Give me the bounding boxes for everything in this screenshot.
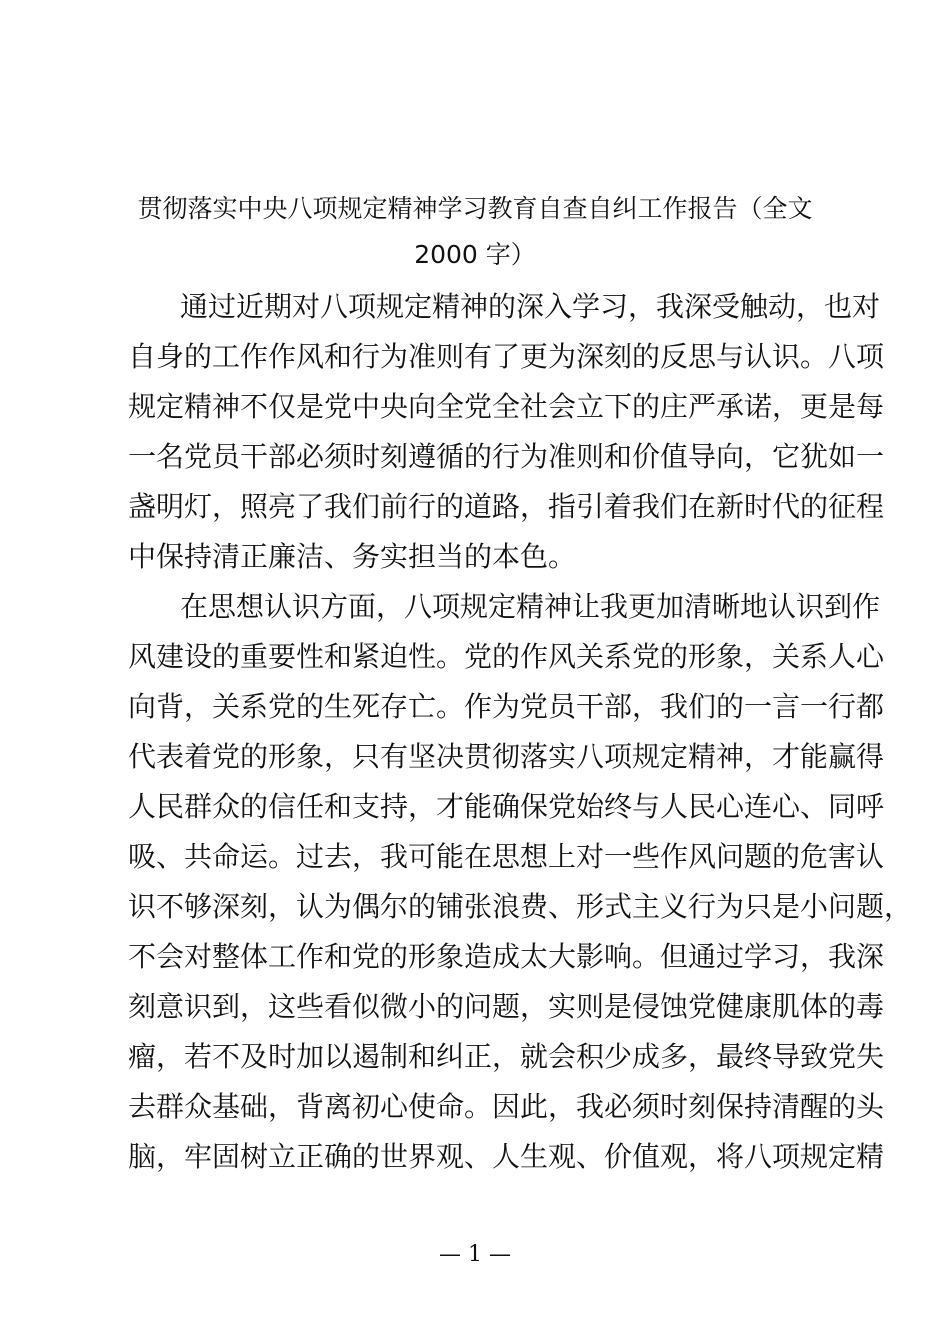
paragraph-line: 人民群众的信任和支持，才能确保党始终与人民心连心、同呼 bbox=[128, 790, 885, 823]
paragraph-1 bbox=[128, 282, 885, 582]
paragraph-line: 规定精神不仅是党中央向全党全社会立下的庄严承诺，更是每 bbox=[128, 390, 885, 423]
document-body bbox=[128, 282, 913, 1182]
paragraph-line: 刻意识到，这些看似微小的问题，实则是侵蚀党健康肌体的毒 bbox=[128, 990, 885, 1023]
paragraph-line: 向背，关系党的生死存亡。作为党员干部，我们的一言一行都 bbox=[128, 690, 885, 723]
page-number: — 1 — bbox=[439, 1242, 511, 1267]
paragraph-line: 在思想认识方面，八项规定精神让我更加清晰地认识到作 bbox=[180, 590, 881, 623]
paragraph-line: 中保持清正廉洁、务实担当的本色。 bbox=[128, 540, 577, 573]
paragraph-line: 吸、共命运。过去，我可能在思想上对一些作风问题的危害认 bbox=[128, 840, 885, 873]
paragraph-line: 瘤，若不及时加以遏制和纠正，就会积少成多，最终导致党失 bbox=[128, 1040, 885, 1073]
paragraph-line: 盏明灯，照亮了我们前行的道路，指引着我们在新时代的征程 bbox=[128, 490, 885, 523]
paragraph-line: 自身的工作作风和行为准则有了更为深刻的反思与认识。八项 bbox=[128, 340, 885, 373]
paragraph-line: 代表着党的形象，只有坚决贯彻落实八项规定精神，才能赢得 bbox=[128, 740, 885, 773]
paragraph-line: 识不够深刻，认为偶尔的铺张浪费、形式主义行为只是小问题， bbox=[128, 890, 913, 923]
paragraph-line: 脑，牢固树立正确的世界观、人生观、价值观，将八项规定精 bbox=[128, 1140, 885, 1173]
paragraph-line: 一名党员干部必须时刻遵循的行为准则和价值导向，它犹如一 bbox=[128, 440, 885, 473]
paragraph-line: 风建设的重要性和紧迫性。党的作风关系党的形象，关系人心 bbox=[128, 640, 885, 673]
title-line-1: 贯彻落实中央八项规定精神学习教育自查自纠工作报告（全文 bbox=[137, 194, 813, 223]
document-title bbox=[0, 186, 950, 278]
paragraph-line: 去群众基础，背离初心使命。因此，我必须时刻保持清醒的头 bbox=[128, 1090, 885, 1123]
paragraph-line: 不会对整体工作和党的形象造成太大影响。但通过学习，我深 bbox=[128, 940, 885, 973]
paragraph-2 bbox=[128, 582, 913, 1182]
paragraph-line: 通过近期对八项规定精神的深入学习，我深受触动，也对 bbox=[180, 290, 881, 323]
title-line-2: 2000 字） bbox=[414, 240, 536, 269]
